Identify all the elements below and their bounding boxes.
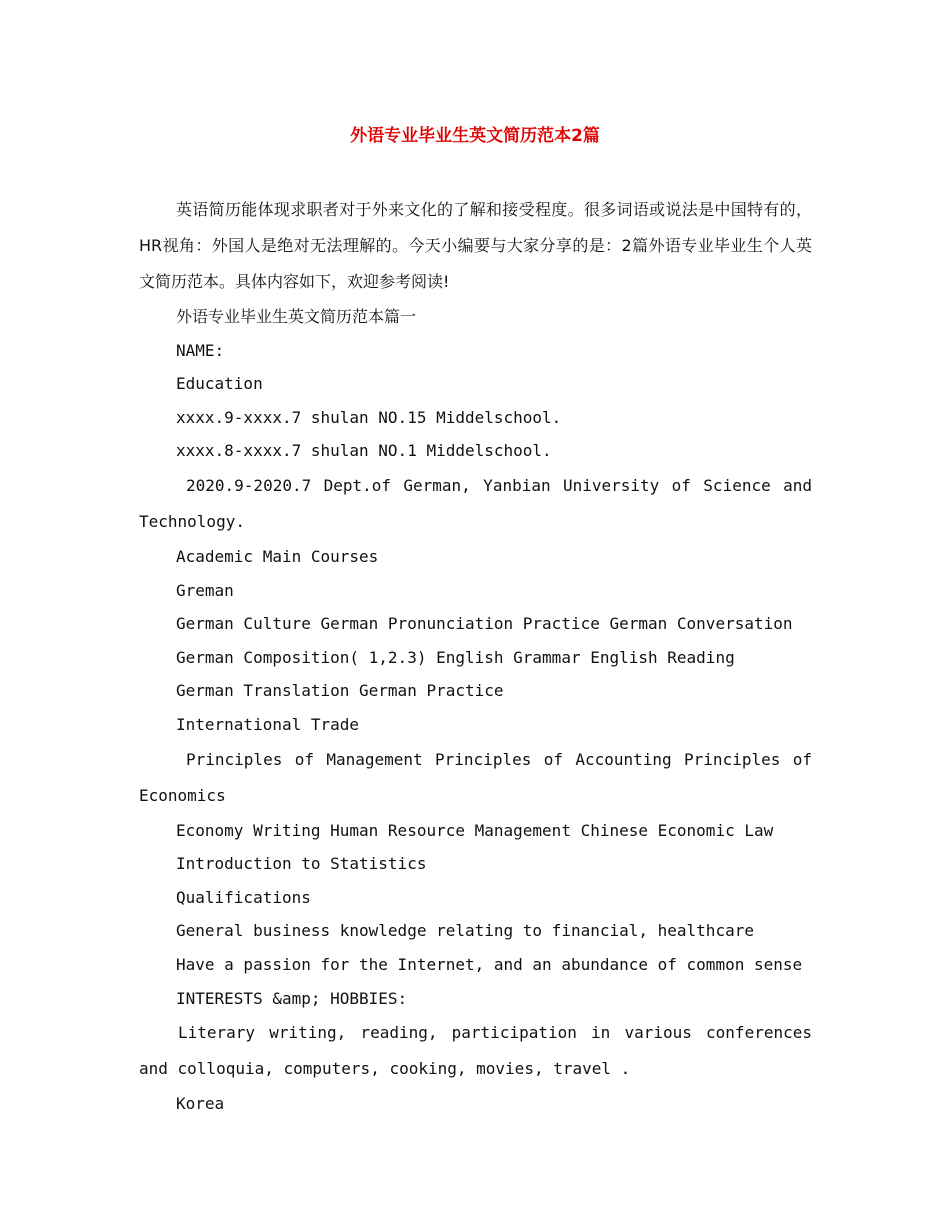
qualifications-heading: Qualifications bbox=[176, 887, 311, 907]
document-title: 外语专业毕业生英文简历范本2篇 bbox=[350, 126, 600, 146]
course-line: Economy Writing Human Resource Management Chinese Economic Law bbox=[176, 820, 774, 840]
qualification-line: Have a passion for the Internet, and an abundance of common sense bbox=[176, 954, 803, 974]
course-line: International Trade bbox=[176, 714, 360, 734]
courses-heading: Academic Main Courses bbox=[176, 546, 379, 566]
education-heading: Education bbox=[176, 374, 263, 394]
education-line: 2020.9-2020.7 Dept.of German, Yanbian University of Science and Technology. bbox=[139, 475, 822, 531]
document-body bbox=[139, 192, 822, 1121]
last-line: Korea bbox=[176, 1094, 225, 1114]
interests-heading: INTERESTS &amp; HOBBIES: bbox=[176, 988, 408, 1008]
course-line: Greman bbox=[176, 580, 234, 600]
course-line: German Culture German Pronunciation Practice German Conversation bbox=[176, 614, 793, 634]
course-line: German Translation German Practice bbox=[176, 681, 504, 701]
education-line: xxxx.8-xxxx.7 shulan NO.1 Middelschool. bbox=[176, 441, 552, 461]
name-line: NAME: bbox=[176, 340, 225, 360]
intro-paragraph: 英语简历能体现求职者对于外来文化的了解和接受程度。很多词语或说法是中国特有的，HR视角：外国人是绝对无法理解的。今天小编要与大家分享的是：2篇外语专业毕业生个人英文简历范本。具体内容如下，欢迎参考阅读! bbox=[139, 200, 812, 291]
hobbies-line: Literary writing, reading, participation in various conferences and colloquia, computers, cooking, movies, travel . bbox=[139, 1023, 822, 1079]
education-line: xxxx.9-xxxx.7 shulan NO.15 Middelschool. bbox=[176, 407, 562, 427]
course-line: Principles of Management Principles of Accounting Principles of Economics bbox=[139, 749, 822, 805]
section-heading: 外语专业毕业生英文简历范本篇一 bbox=[176, 307, 417, 326]
course-line: German Composition( 1,2.3) English Grammar English Reading bbox=[176, 647, 735, 667]
course-line: Introduction to Statistics bbox=[176, 854, 427, 874]
qualification-line: General business knowledge relating to financial, healthcare bbox=[176, 921, 754, 941]
